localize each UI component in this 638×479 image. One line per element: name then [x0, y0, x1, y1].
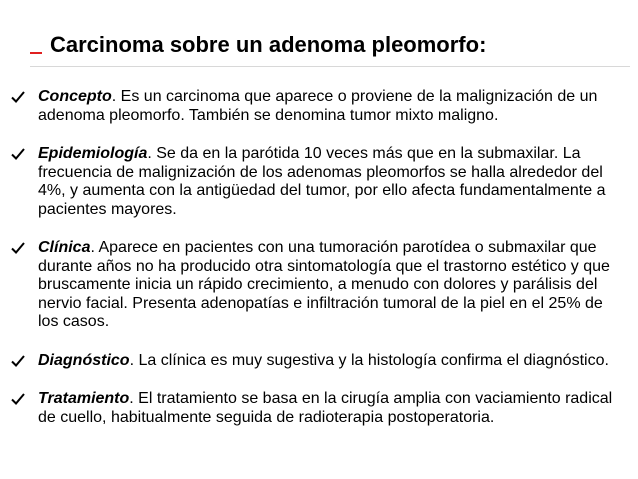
- bullet-text: . La clínica es muy sugestiva y la histología confirma el diagnóstico.: [129, 351, 609, 369]
- bullet-text: . Se da en la parótida 10 veces más que en la submaxilar. La frecuencia de malignización de los adenomas pleomorfos se halla alrededor del 4%, y aumenta con la antigüedad del tumor, por ello afecta fundamentalmente a pacientes mayores.: [38, 145, 606, 218]
- bullet-list: [8, 88, 626, 447]
- bullet-term: Concepto: [38, 88, 112, 105]
- bullet-item-tratamiento: [8, 390, 626, 427]
- bullet-item-diagnostico: [8, 352, 626, 371]
- check-icon: [10, 240, 26, 256]
- bullet-term: Clínica: [38, 239, 91, 256]
- title-divider: [30, 66, 630, 67]
- bullet-text: . El tratamiento se basa en la cirugía amplia con vaciamiento radical de cuello, habitualmente seguida de radioterapia postoperatoria.: [38, 390, 613, 426]
- check-icon: [10, 353, 26, 369]
- bullet-term: Diagnóstico: [38, 351, 130, 369]
- bullet-text: . Aparece en pacientes con una tumoración parotídea o submaxilar que durante años no ha producido otra sintomatología que el trastorno estético y que bruscamente inicia un rápido crecimiento, a menudo con dolores y parálisis del nervio facial. Presenta adenopatías e infiltración tumoral de la piel en el 25% de los casos.: [38, 239, 610, 330]
- bullet-term: Epidemiología: [38, 145, 148, 162]
- slide-title: Carcinoma sobre un adenoma pleomorfo:: [50, 32, 487, 57]
- check-icon: [10, 89, 26, 105]
- bullet-text: . Es un carcinoma que aparece o proviene de la malignización de un adenoma pleomorfo. También se denomina tumor mixto maligno.: [38, 88, 598, 124]
- check-icon: [10, 146, 26, 162]
- title-row: [30, 30, 486, 60]
- title-marker: [30, 52, 42, 54]
- bullet-item-epidemiologia: [8, 145, 626, 219]
- bullet-item-concepto: [8, 88, 626, 125]
- bullet-term: Tratamiento: [38, 390, 130, 407]
- bullet-item-clinica: [8, 239, 626, 332]
- check-icon: [10, 391, 26, 407]
